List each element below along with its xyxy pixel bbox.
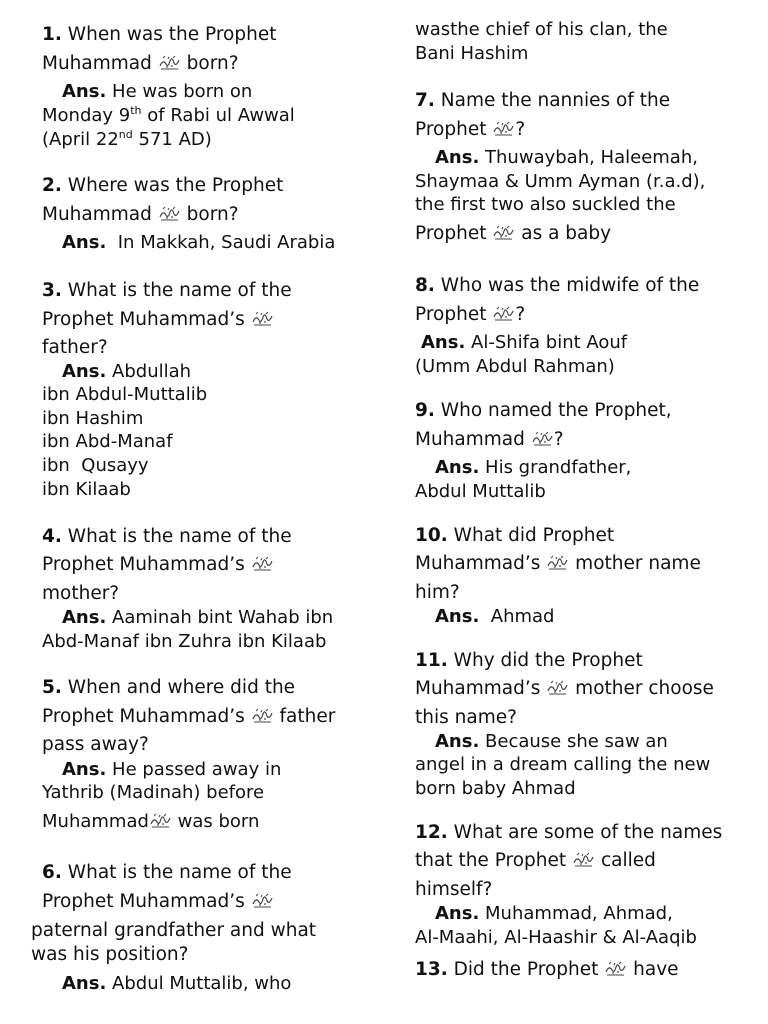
answer-12-line-1	[435, 903, 673, 925]
answer-5-line-2: Yathrib (Madinah) before	[42, 782, 265, 803]
answer-7-line-2: Shaymaa & Umm Ayman (r.a.d),	[415, 171, 706, 192]
question-number: 8.	[415, 275, 435, 296]
answer-label: Ans.	[435, 457, 480, 478]
question-3-line-3	[42, 337, 108, 359]
question-text: When was the Prophet	[67, 24, 277, 45]
question-text: What did Prophet	[453, 525, 615, 546]
question-number: 7.	[415, 90, 435, 111]
answer-3-lineage-line: ibn Abd-Manaf	[42, 431, 173, 452]
question-text: born?	[186, 204, 239, 225]
answer-5-line-1	[62, 759, 281, 781]
answer-text: Thuwaybah, Haleemah,	[485, 147, 698, 168]
answer-label: Ans.	[421, 332, 466, 353]
question-text: Name the nannies of the	[440, 90, 671, 111]
question-text: ?	[553, 429, 564, 450]
question-number: 3.	[42, 280, 62, 301]
question-6-line-2	[42, 891, 274, 913]
answer-label: Ans.	[62, 607, 107, 628]
question-number: 4.	[42, 526, 62, 547]
question-text: mother?	[42, 583, 120, 604]
answer-label: Ans.	[62, 361, 107, 382]
pbuh-calligraphy-icon	[493, 121, 514, 136]
answer-text: of Rabi ul Awwal	[141, 105, 295, 126]
answer-label: Ans.	[62, 81, 107, 102]
question-number: 6.	[42, 862, 62, 883]
question-text: mother choose	[575, 678, 714, 699]
answer-5-line-3	[42, 811, 259, 833]
question-text: Prophet	[415, 304, 487, 325]
pbuh-calligraphy-icon	[573, 852, 594, 867]
answer-label: Ans.	[62, 232, 107, 253]
answer-text: He passed away in	[112, 759, 282, 780]
question-3-line-1	[42, 280, 292, 302]
question-11-line-2	[415, 678, 714, 700]
answer-label: Ans.	[62, 973, 107, 994]
answer-3-lineage-line: ibn Hashim	[42, 408, 144, 429]
answer-2-line-1	[62, 232, 335, 254]
pbuh-calligraphy-icon	[493, 306, 514, 321]
answer-text: Al-Shifa bint Aouf	[471, 332, 628, 353]
answer-text: He was born on	[112, 81, 253, 102]
answer-text: 571 AD)	[132, 129, 212, 150]
question-text: What is the name of the	[67, 526, 292, 547]
question-4-line-2	[42, 554, 274, 576]
question-12-line-2	[415, 850, 656, 872]
question-10-line-1	[415, 525, 614, 547]
question-2-line-2	[42, 204, 239, 226]
answer-7-line-4	[415, 223, 611, 245]
question-5-line-1	[42, 677, 295, 699]
answer-3-lineage-line: ibn Abdul-Muttalib	[42, 384, 208, 405]
answer-text: was born	[177, 811, 260, 832]
question-6-line-1	[42, 862, 292, 884]
question-number: 11.	[415, 650, 448, 671]
answer-11-line-3: born baby Ahmad	[415, 778, 576, 799]
answer-text: Muhammad	[42, 811, 149, 832]
question-12-line-3: himself?	[415, 879, 493, 900]
answer-text: Ahmad	[485, 606, 555, 627]
pbuh-calligraphy-icon	[159, 55, 180, 70]
question-7-line-2	[415, 119, 525, 141]
superscript: th	[130, 104, 142, 117]
pbuh-calligraphy-icon	[532, 431, 553, 446]
question-text: Prophet	[415, 119, 487, 140]
answer-7-line-1	[435, 147, 698, 169]
pbuh-calligraphy-icon	[252, 708, 273, 723]
question-5-line-3	[42, 734, 149, 756]
answer-text: His grandfather,	[485, 457, 632, 478]
question-text: pass away?	[42, 734, 149, 755]
question-4-line-1	[42, 526, 292, 548]
question-text: Prophet Muhammad’s	[42, 554, 245, 575]
answer-6-line-1	[62, 973, 291, 995]
question-10-line-2	[415, 553, 701, 575]
answer-1-line-3	[42, 129, 212, 151]
question-text: When and where did the	[67, 677, 296, 698]
question-9-line-1	[415, 400, 672, 422]
answer-3-lineage-line: ibn Kilaab	[42, 479, 131, 500]
question-number: 10.	[415, 525, 448, 546]
question-text: that the Prophet	[415, 850, 567, 871]
answer-3-line-1	[62, 361, 191, 383]
right-column	[384, 0, 768, 1024]
question-1-line-2	[42, 53, 239, 75]
pbuh-calligraphy-icon	[252, 311, 273, 326]
question-1-line-1	[42, 24, 276, 46]
question-text: born?	[186, 53, 239, 74]
question-text: mother name	[575, 553, 701, 574]
answer-11-line-2: angel in a dream calling the new	[415, 754, 711, 775]
question-text: ?	[515, 119, 526, 140]
question-text: Prophet Muhammad’s	[42, 706, 245, 727]
question-text: Where was the Prophet	[67, 175, 284, 196]
pbuh-calligraphy-icon	[150, 813, 171, 828]
question-text: Muhammad	[415, 429, 525, 450]
answer-text: In Makkah, Saudi Arabia	[117, 232, 336, 253]
question-number: 13.	[415, 959, 448, 980]
question-10-line-3: him?	[415, 582, 460, 603]
pbuh-calligraphy-icon	[605, 961, 626, 976]
answer-11-line-1	[435, 731, 668, 753]
pbuh-calligraphy-icon	[252, 893, 273, 908]
question-text: ?	[515, 304, 526, 325]
question-text: have	[633, 959, 679, 980]
question-text: What is the name of the	[67, 862, 292, 883]
answer-4-line-2: Abd-Manaf ibn Zuhra ibn Kilaab	[42, 631, 327, 652]
question-text: Muhammad’s	[415, 678, 541, 699]
answer-10-line-1	[435, 606, 554, 628]
answer-label: Ans.	[435, 147, 480, 168]
answer-9-line-1	[435, 457, 631, 479]
question-text: Why did the Prophet	[453, 650, 643, 671]
question-text: Muhammad	[42, 53, 152, 74]
question-text: Did the Prophet	[453, 959, 599, 980]
question-number: 2.	[42, 175, 62, 196]
question-text: Muhammad	[42, 204, 152, 225]
question-5-line-2	[42, 706, 335, 728]
answer-1-line-2	[42, 105, 295, 127]
answer-label: Ans.	[62, 759, 107, 780]
question-text: Prophet Muhammad’s	[42, 891, 245, 912]
answer-3-lineage-line: ibn Qusayy	[42, 455, 149, 476]
pbuh-calligraphy-icon	[547, 680, 568, 695]
pbuh-calligraphy-icon	[493, 225, 514, 240]
question-text: Muhammad’s	[415, 553, 541, 574]
question-3-line-2	[42, 309, 274, 331]
question-6-line-3: paternal grandfather and what	[31, 920, 317, 941]
question-9-line-2	[415, 429, 564, 451]
question-text: Who was the midwife of the	[440, 275, 700, 296]
answer-6-continued-line-2: Bani Hashim	[415, 43, 529, 64]
question-11-line-1	[415, 650, 643, 672]
question-8-line-1	[415, 275, 699, 297]
question-4-line-3	[42, 583, 119, 605]
question-8-line-2	[415, 304, 525, 326]
answer-text: Aaminah bint Wahab ibn	[112, 607, 334, 628]
question-text: Prophet Muhammad’s	[42, 309, 245, 330]
question-2-line-1	[42, 175, 283, 197]
pbuh-calligraphy-icon	[547, 555, 568, 570]
question-number: 5.	[42, 677, 62, 698]
answer-8-line-1	[421, 332, 627, 354]
question-12-line-1	[415, 822, 722, 844]
answer-text: Because she saw an	[485, 731, 668, 752]
answer-text: Abdullah	[112, 361, 192, 382]
question-text: What are some of the names	[453, 822, 723, 843]
answer-1-line-1	[62, 81, 252, 103]
question-text: Who named the Prophet,	[440, 400, 672, 421]
question-11-line-3: this name?	[415, 707, 517, 728]
pbuh-calligraphy-icon	[159, 206, 180, 221]
answer-9-line-2: Abdul Muttalib	[415, 481, 546, 502]
answer-label: Ans.	[435, 903, 480, 924]
question-number: 12.	[415, 822, 448, 843]
answer-text: Abdul Muttalib, who	[112, 973, 292, 994]
answer-label: Ans.	[435, 731, 480, 752]
answer-12-line-2: Al-Maahi, Al-Haashir & Al-Aaqib	[415, 927, 697, 948]
question-text: father	[279, 706, 336, 727]
question-7-line-1	[415, 90, 670, 112]
answer-label: Ans.	[435, 606, 480, 627]
answer-text: as a baby	[521, 223, 612, 244]
answer-text: (April 22	[42, 129, 119, 150]
answer-text: Prophet	[415, 223, 487, 244]
question-6-line-4: was his position?	[31, 944, 189, 965]
question-number: 1.	[42, 24, 62, 45]
answer-8-line-2: (Umm Abdul Rahman)	[415, 356, 615, 377]
answer-4-line-1	[62, 607, 333, 629]
question-text: What is the name of the	[67, 280, 292, 301]
answer-text: Muhammad, Ahmad,	[485, 903, 673, 924]
answer-text: Monday 9	[42, 105, 131, 126]
question-number: 9.	[415, 400, 435, 421]
question-13-line-1	[415, 959, 679, 981]
question-text: called	[600, 850, 656, 871]
superscript: nd	[118, 128, 133, 141]
answer-6-continued-line-1: wasthe chief of his clan, the	[415, 19, 668, 40]
answer-7-line-3: the first two also suckled the	[415, 194, 676, 215]
question-text: father?	[42, 337, 108, 358]
pbuh-calligraphy-icon	[252, 556, 273, 571]
